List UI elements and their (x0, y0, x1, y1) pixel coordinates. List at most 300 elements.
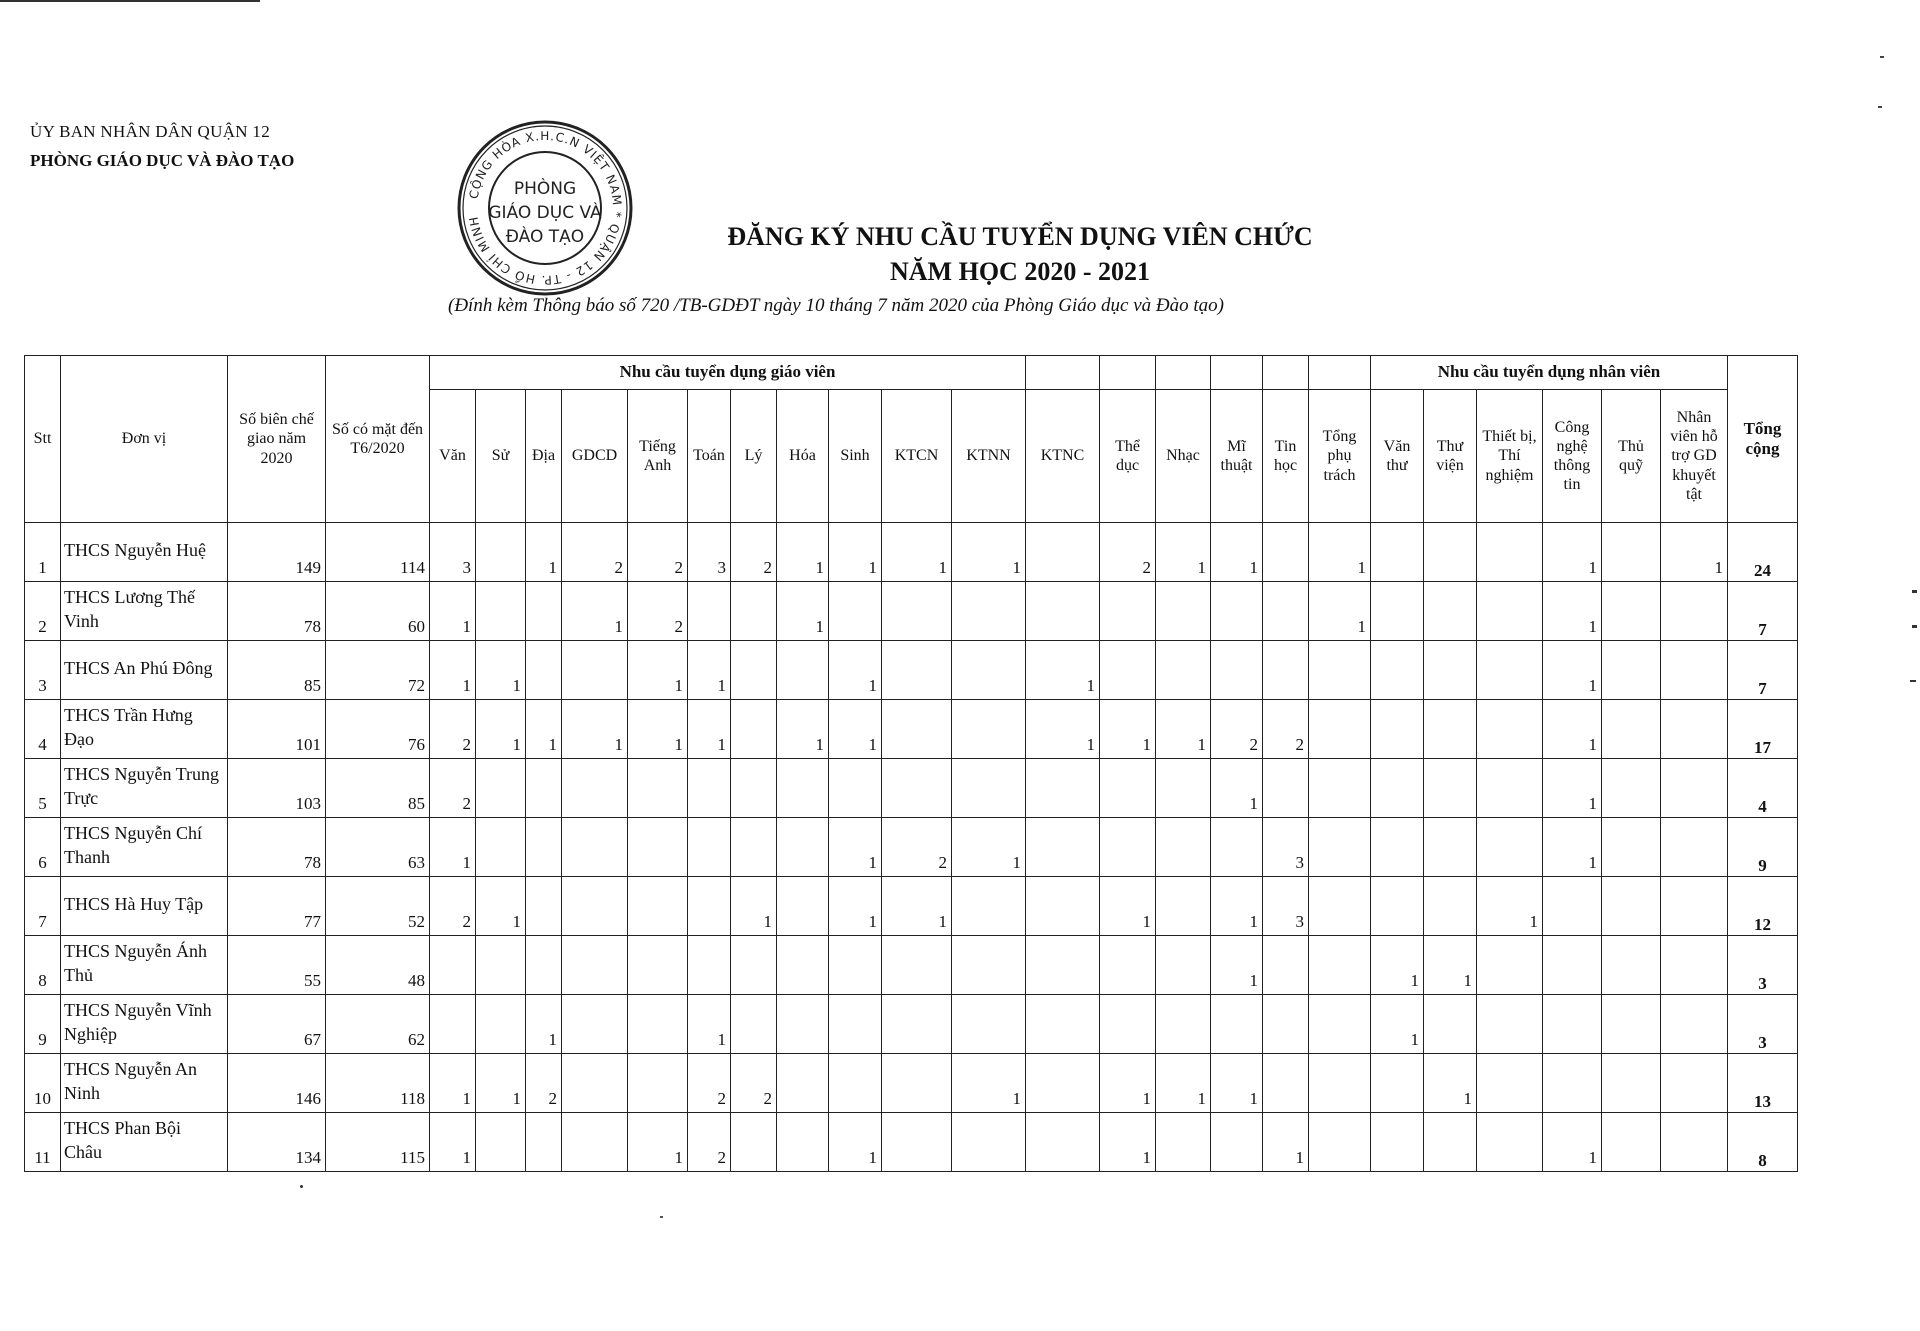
table-row (25, 759, 1798, 818)
col-ktcn: KTCN (882, 390, 952, 523)
cell-thu-quy (1602, 877, 1661, 936)
cell-nhac (1156, 641, 1211, 700)
col-toan: Toán (688, 390, 731, 523)
cell-stt: 5 (25, 759, 61, 818)
cell-van: 1 (430, 582, 476, 641)
cell-dia (526, 936, 562, 995)
cell-su (476, 818, 526, 877)
cell-quota: 55 (228, 936, 326, 995)
cell-su: 1 (476, 1054, 526, 1113)
cell-the-duc: 1 (1100, 1113, 1156, 1172)
cell-quota: 103 (228, 759, 326, 818)
scan-dot (1912, 625, 1917, 628)
cell-quota: 134 (228, 1113, 326, 1172)
scan-dot (1880, 56, 1884, 58)
cell-hoa (777, 1113, 829, 1172)
cell-ktnc: 1 (1026, 641, 1100, 700)
cell-thu-quy (1602, 700, 1661, 759)
cell-stt: 9 (25, 995, 61, 1054)
cell-tin-hoc (1263, 582, 1309, 641)
cell-ktcn (882, 700, 952, 759)
recruitment-table (24, 355, 1798, 1172)
cell-ktnc (1026, 877, 1100, 936)
cell-hoa (777, 759, 829, 818)
col-gdcd: GDCD (562, 390, 628, 523)
group-spacer (1156, 356, 1211, 390)
cell-unit: THCS Hà Huy Tập (61, 877, 228, 936)
cell-dia (526, 759, 562, 818)
cell-toan: 2 (688, 1113, 731, 1172)
cell-thu-vien (1424, 818, 1477, 877)
cell-cntt: 1 (1543, 700, 1602, 759)
cell-toan (688, 877, 731, 936)
col-quota: Số biên chế giao năm 2020 (228, 356, 326, 523)
cell-van-thu (1371, 1113, 1424, 1172)
col-stt: Stt (25, 356, 61, 523)
cell-ktcn (882, 582, 952, 641)
col-thu-quy: Thủ quỹ (1602, 390, 1661, 523)
cell-dia (526, 1113, 562, 1172)
document-reference: (Đính kèm Thông báo số 720 /TB-GDĐT ngày 10 tháng 7 năm 2020 của Phòng Giáo dục và Đào tạo) (448, 295, 1224, 316)
cell-tieng-anh: 2 (628, 523, 688, 582)
cell-thiet-bi (1477, 936, 1543, 995)
cell-tong-phu-trach (1309, 700, 1371, 759)
cell-nv-ho-tro (1661, 700, 1728, 759)
cell-ktnn: 1 (952, 1054, 1026, 1113)
cell-dia (526, 877, 562, 936)
cell-nv-ho-tro (1661, 582, 1728, 641)
cell-nv-ho-tro (1661, 759, 1728, 818)
cell-nv-ho-tro (1661, 877, 1728, 936)
cell-su: 1 (476, 641, 526, 700)
cell-mi-thuat (1211, 995, 1263, 1054)
cell-toan (688, 818, 731, 877)
cell-mi-thuat: 1 (1211, 877, 1263, 936)
cell-dia: 1 (526, 523, 562, 582)
cell-sinh: 1 (829, 641, 882, 700)
cell-ktcn (882, 759, 952, 818)
cell-thu-quy (1602, 818, 1661, 877)
cell-ktcn: 1 (882, 877, 952, 936)
cell-su (476, 523, 526, 582)
cell-hoa (777, 877, 829, 936)
table-row (25, 641, 1798, 700)
cell-thiet-bi (1477, 523, 1543, 582)
cell-thiet-bi (1477, 582, 1543, 641)
cell-tieng-anh: 1 (628, 641, 688, 700)
cell-sinh (829, 582, 882, 641)
cell-gdcd: 1 (562, 582, 628, 641)
cell-nhac (1156, 582, 1211, 641)
col-tin-hoc: Tin học (1263, 390, 1309, 523)
cell-thu-vien (1424, 877, 1477, 936)
cell-ktnc (1026, 1054, 1100, 1113)
cell-sinh: 1 (829, 1113, 882, 1172)
cell-quota: 146 (228, 1054, 326, 1113)
stamp-line-2: GIÁO DỤC VÀ (488, 203, 602, 223)
cell-ktnc: 1 (1026, 700, 1100, 759)
cell-van-thu (1371, 759, 1424, 818)
cell-tong-phu-trach: 1 (1309, 523, 1371, 582)
cell-tieng-anh (628, 1054, 688, 1113)
cell-ktnn (952, 759, 1026, 818)
cell-gdcd (562, 936, 628, 995)
cell-toan: 1 (688, 641, 731, 700)
cell-present: 118 (326, 1054, 430, 1113)
cell-the-duc: 1 (1100, 700, 1156, 759)
cell-the-duc: 2 (1100, 523, 1156, 582)
cell-dia: 2 (526, 1054, 562, 1113)
cell-tong-phu-trach (1309, 936, 1371, 995)
cell-ktnn (952, 936, 1026, 995)
issuer-header (30, 122, 294, 171)
cell-mi-thuat: 1 (1211, 759, 1263, 818)
cell-dia: 1 (526, 995, 562, 1054)
col-van: Văn (430, 390, 476, 523)
cell-thu-vien (1424, 995, 1477, 1054)
col-tieng-anh: Tiếng Anh (628, 390, 688, 523)
cell-tieng-anh (628, 936, 688, 995)
cell-tong-cong: 3 (1728, 995, 1798, 1054)
cell-present: 63 (326, 818, 430, 877)
cell-ktcn (882, 995, 952, 1054)
cell-nhac: 1 (1156, 1054, 1211, 1113)
col-present: Số có mặt đến T6/2020 (326, 356, 430, 523)
table-row (25, 582, 1798, 641)
cell-ktnc (1026, 759, 1100, 818)
cell-thiet-bi (1477, 641, 1543, 700)
cell-thiet-bi: 1 (1477, 877, 1543, 936)
cell-unit: THCS Lương Thế Vinh (61, 582, 228, 641)
cell-thiet-bi (1477, 818, 1543, 877)
cell-nhac (1156, 877, 1211, 936)
col-ktnn: KTNN (952, 390, 1026, 523)
cell-tong-cong: 3 (1728, 936, 1798, 995)
col-cntt: Công nghệ thông tin (1543, 390, 1602, 523)
cell-quota: 78 (228, 582, 326, 641)
table-row (25, 1054, 1798, 1113)
cell-hoa (777, 995, 829, 1054)
cell-present: 48 (326, 936, 430, 995)
col-nv-ho-tro: Nhân viên hỗ trợ GD khuyết tật (1661, 390, 1728, 523)
cell-nhac (1156, 759, 1211, 818)
table-row (25, 1113, 1798, 1172)
cell-mi-thuat (1211, 641, 1263, 700)
cell-stt: 6 (25, 818, 61, 877)
cell-su (476, 582, 526, 641)
cell-toan (688, 759, 731, 818)
cell-dia: 1 (526, 700, 562, 759)
cell-thu-vien (1424, 759, 1477, 818)
cell-toan: 2 (688, 1054, 731, 1113)
cell-tong-phu-trach: 1 (1309, 582, 1371, 641)
cell-ktnn: 1 (952, 523, 1026, 582)
cell-su (476, 759, 526, 818)
cell-stt: 10 (25, 1054, 61, 1113)
cell-nhac: 1 (1156, 700, 1211, 759)
cell-ktnn (952, 700, 1026, 759)
cell-thu-quy (1602, 995, 1661, 1054)
cell-tin-hoc (1263, 936, 1309, 995)
cell-gdcd (562, 641, 628, 700)
cell-tin-hoc: 3 (1263, 818, 1309, 877)
cell-tin-hoc: 3 (1263, 877, 1309, 936)
cell-ktcn (882, 1113, 952, 1172)
col-nhac: Nhạc (1156, 390, 1211, 523)
cell-ktnn (952, 582, 1026, 641)
cell-van-thu: 1 (1371, 936, 1424, 995)
cell-cntt (1543, 877, 1602, 936)
scan-dot (1910, 680, 1916, 682)
cell-unit: THCS Nguyễn Chí Thanh (61, 818, 228, 877)
cell-tong-cong: 24 (1728, 523, 1798, 582)
cell-present: 72 (326, 641, 430, 700)
cell-tong-phu-trach (1309, 1113, 1371, 1172)
cell-the-duc (1100, 641, 1156, 700)
cell-ktnc (1026, 523, 1100, 582)
cell-stt: 7 (25, 877, 61, 936)
cell-gdcd (562, 818, 628, 877)
cell-tong-cong: 8 (1728, 1113, 1798, 1172)
cell-unit: THCS Phan Bội Châu (61, 1113, 228, 1172)
cell-thiet-bi (1477, 1054, 1543, 1113)
cell-tin-hoc (1263, 641, 1309, 700)
cell-thu-quy (1602, 1113, 1661, 1172)
scan-edge-mark (0, 0, 260, 2)
cell-thu-vien (1424, 1113, 1477, 1172)
cell-mi-thuat (1211, 582, 1263, 641)
cell-stt: 1 (25, 523, 61, 582)
group-spacer (1100, 356, 1156, 390)
cell-cntt: 1 (1543, 1113, 1602, 1172)
cell-nhac (1156, 1113, 1211, 1172)
cell-present: 60 (326, 582, 430, 641)
col-dia: Địa (526, 390, 562, 523)
cell-present: 85 (326, 759, 430, 818)
cell-tin-hoc: 2 (1263, 700, 1309, 759)
cell-ktcn (882, 641, 952, 700)
cell-stt: 11 (25, 1113, 61, 1172)
cell-tong-cong: 7 (1728, 641, 1798, 700)
cell-gdcd (562, 877, 628, 936)
scan-dot (660, 1216, 663, 1218)
cell-ktcn (882, 936, 952, 995)
cell-van: 2 (430, 700, 476, 759)
cell-unit: THCS Nguyễn Ánh Thủ (61, 936, 228, 995)
cell-van-thu (1371, 700, 1424, 759)
document-title: ĐĂNG KÝ NHU CẦU TUYỂN DỤNG VIÊN CHỨC (727, 222, 1313, 251)
cell-tong-cong: 13 (1728, 1054, 1798, 1113)
col-ly: Lý (731, 390, 777, 523)
cell-van-thu (1371, 1054, 1424, 1113)
cell-cntt (1543, 1054, 1602, 1113)
cell-quota: 101 (228, 700, 326, 759)
cell-tong-phu-trach (1309, 1054, 1371, 1113)
cell-ly (731, 818, 777, 877)
stamp-line-3: ĐÀO TẠO (505, 227, 585, 247)
cell-hoa: 1 (777, 582, 829, 641)
cell-nhac: 1 (1156, 523, 1211, 582)
cell-van: 1 (430, 641, 476, 700)
cell-tong-phu-trach (1309, 641, 1371, 700)
cell-ktnn (952, 1113, 1026, 1172)
cell-thu-vien (1424, 641, 1477, 700)
cell-van: 1 (430, 1054, 476, 1113)
table-row (25, 936, 1798, 995)
group-spacer (1263, 356, 1309, 390)
cell-ly (731, 995, 777, 1054)
cell-van-thu (1371, 582, 1424, 641)
table-row (25, 700, 1798, 759)
cell-tieng-anh: 1 (628, 1113, 688, 1172)
cell-mi-thuat: 1 (1211, 523, 1263, 582)
cell-nv-ho-tro: 1 (1661, 523, 1728, 582)
cell-dia (526, 582, 562, 641)
cell-su (476, 1113, 526, 1172)
cell-sinh (829, 1054, 882, 1113)
cell-hoa (777, 1054, 829, 1113)
cell-cntt: 1 (1543, 641, 1602, 700)
cell-van (430, 936, 476, 995)
col-ktnc: KTNC (1026, 390, 1100, 523)
cell-cntt: 1 (1543, 759, 1602, 818)
stamp-ring-text: CỘNG HÒA X.H.C.N VIỆT NAM * QUẬN 12 - TP. HỒ CHÍ MINH (466, 128, 625, 288)
cell-thu-vien (1424, 582, 1477, 641)
cell-the-duc: 1 (1100, 1054, 1156, 1113)
cell-toan: 1 (688, 995, 731, 1054)
cell-tong-cong: 17 (1728, 700, 1798, 759)
cell-sinh (829, 995, 882, 1054)
cell-ktnn (952, 877, 1026, 936)
cell-thiet-bi (1477, 995, 1543, 1054)
cell-ly (731, 700, 777, 759)
cell-van-thu (1371, 641, 1424, 700)
cell-the-duc (1100, 936, 1156, 995)
group-staff: Nhu cầu tuyển dụng nhân viên (1371, 356, 1728, 390)
cell-van: 2 (430, 759, 476, 818)
cell-mi-thuat: 1 (1211, 1054, 1263, 1113)
col-su: Sử (476, 390, 526, 523)
cell-ktcn: 2 (882, 818, 952, 877)
cell-present: 115 (326, 1113, 430, 1172)
cell-unit: THCS An Phú Đông (61, 641, 228, 700)
cell-tieng-anh (628, 759, 688, 818)
cell-present: 52 (326, 877, 430, 936)
cell-van: 1 (430, 1113, 476, 1172)
cell-tieng-anh: 1 (628, 700, 688, 759)
scan-dot (1912, 590, 1917, 593)
cell-hoa: 1 (777, 523, 829, 582)
cell-quota: 77 (228, 877, 326, 936)
col-hoa: Hóa (777, 390, 829, 523)
cell-quota: 78 (228, 818, 326, 877)
cell-tong-phu-trach (1309, 995, 1371, 1054)
cell-ly (731, 641, 777, 700)
cell-hoa (777, 818, 829, 877)
school-year-title: NĂM HỌC 2020 - 2021 (890, 257, 1150, 286)
cell-ktnc (1026, 582, 1100, 641)
cell-sinh: 1 (829, 700, 882, 759)
cell-van-thu (1371, 818, 1424, 877)
cell-thu-quy (1602, 641, 1661, 700)
table-row (25, 818, 1798, 877)
cell-nv-ho-tro (1661, 818, 1728, 877)
cell-ktnc (1026, 936, 1100, 995)
cell-cntt: 1 (1543, 523, 1602, 582)
cell-the-duc (1100, 582, 1156, 641)
cell-toan: 3 (688, 523, 731, 582)
cell-quota: 67 (228, 995, 326, 1054)
cell-toan: 1 (688, 700, 731, 759)
cell-unit: THCS Trần Hưng Đạo (61, 700, 228, 759)
cell-thu-vien: 1 (1424, 936, 1477, 995)
cell-ly (731, 582, 777, 641)
cell-cntt: 1 (1543, 582, 1602, 641)
cell-van: 2 (430, 877, 476, 936)
cell-tong-phu-trach (1309, 759, 1371, 818)
cell-dia (526, 818, 562, 877)
col-tong-cong: Tổng cộng (1728, 356, 1798, 523)
cell-nhac (1156, 936, 1211, 995)
cell-gdcd: 1 (562, 700, 628, 759)
cell-van (430, 995, 476, 1054)
col-sinh: Sinh (829, 390, 882, 523)
table-row (25, 877, 1798, 936)
cell-gdcd (562, 1113, 628, 1172)
cell-tong-cong: 12 (1728, 877, 1798, 936)
cell-van-thu: 1 (1371, 995, 1424, 1054)
col-mi-thuat: Mĩ thuật (1211, 390, 1263, 523)
col-tong-phu-trach: Tổng phụ trách (1309, 390, 1371, 523)
cell-thu-vien: 1 (1424, 1054, 1477, 1113)
cell-ktnn (952, 995, 1026, 1054)
group-spacer (1309, 356, 1371, 390)
cell-thu-vien (1424, 523, 1477, 582)
cell-ly (731, 1113, 777, 1172)
cell-van-thu (1371, 877, 1424, 936)
cell-su (476, 995, 526, 1054)
cell-thu-quy (1602, 936, 1661, 995)
cell-nv-ho-tro (1661, 641, 1728, 700)
cell-thiet-bi (1477, 700, 1543, 759)
cell-ktnc (1026, 1113, 1100, 1172)
cell-ly (731, 936, 777, 995)
cell-stt: 8 (25, 936, 61, 995)
cell-nhac (1156, 818, 1211, 877)
cell-thu-quy (1602, 523, 1661, 582)
cell-su (476, 936, 526, 995)
cell-sinh (829, 759, 882, 818)
cell-mi-thuat (1211, 818, 1263, 877)
cell-the-duc (1100, 995, 1156, 1054)
cell-tong-phu-trach (1309, 877, 1371, 936)
cell-ktnc (1026, 995, 1100, 1054)
col-the-duc: Thể dục (1100, 390, 1156, 523)
cell-su: 1 (476, 877, 526, 936)
cell-van-thu (1371, 523, 1424, 582)
cell-ly: 2 (731, 1054, 777, 1113)
col-thu-vien: Thư viện (1424, 390, 1477, 523)
cell-mi-thuat (1211, 1113, 1263, 1172)
col-unit: Đơn vị (61, 356, 228, 523)
cell-stt: 4 (25, 700, 61, 759)
cell-quota: 85 (228, 641, 326, 700)
stamp-line-1: PHÒNG (513, 179, 577, 199)
cell-tong-phu-trach (1309, 818, 1371, 877)
cell-tin-hoc: 1 (1263, 1113, 1309, 1172)
group-spacer (1211, 356, 1263, 390)
cell-cntt (1543, 936, 1602, 995)
